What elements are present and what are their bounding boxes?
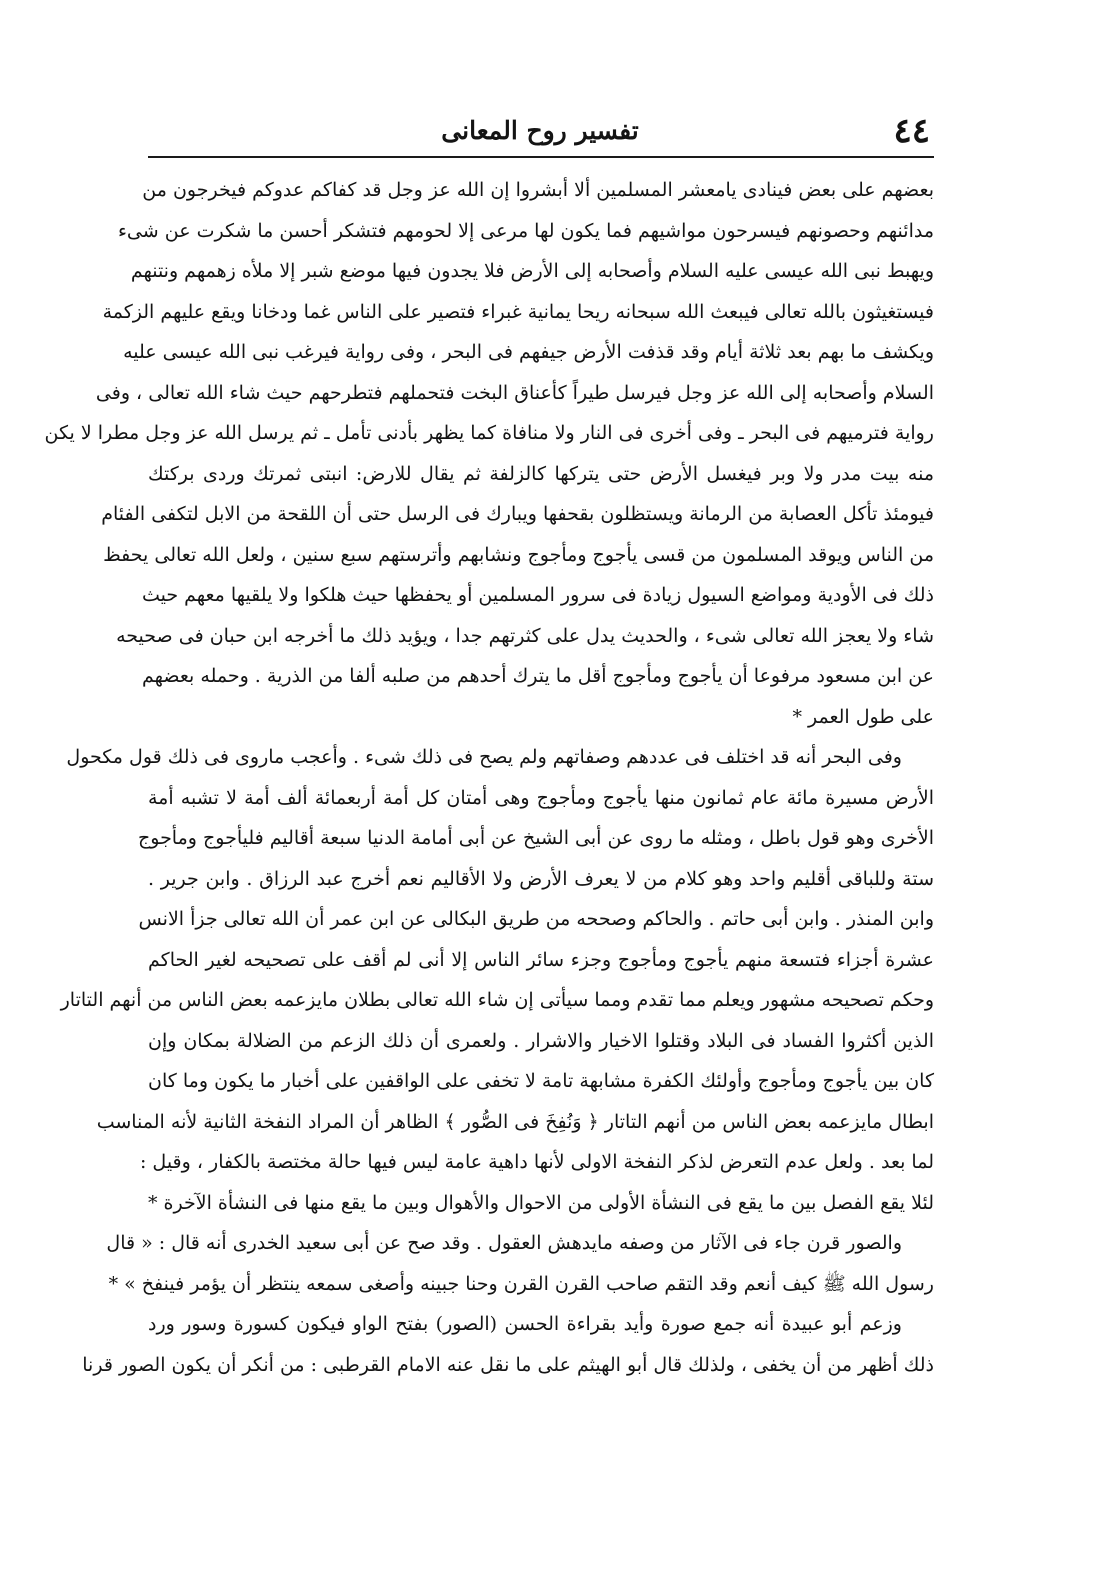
text-line: منه بيت مدر ولا وبر فيغسل الأرض حتى يتركها كالزلفة ثم يقال للارض: انبتى ثمرتك وردى بركتك (148, 462, 934, 485)
text-line: مدائنهم وحصونهم فيسرحون مواشيهم فما يكون لها مرعى إلا لحومهم فتشكر أحسن ما شكرت عن شىء (118, 219, 934, 242)
paragraph-start-line: وفى البحر أنه قد اختلف فى عددهم وصفاتهم ولم يصح فى ذلك شىء . وأعجب ماروى فى ذلك قول مكحول (66, 746, 902, 768)
paragraph-start-line: وزعم أبو عبيدة أنه جمع صورة وأيد بقراءة الحسن (الصور) بفتح الواو فيكون كسورة وسور ورد (148, 1313, 902, 1335)
text-line: لما بعد . ولعل عدم التعرض لذكر النفخة الاولى لأنها داهية عامة ليس فيها حالة مختصة بالكفار ، وقيل : (139, 1151, 934, 1173)
text-line: من الناس ويوقد المسلمون من قسى يأجوج ومأجوج ونشابهم وأترستهم سبع سنين ، ولعل الله تعالى يحفظ (103, 543, 934, 566)
text-line: الأرض مسيرة مائة عام ثمانون منها يأجوج ومأجوج وهى أمتان كل أمة أربعمائة ألف أمة لا تشبه أمة (148, 786, 934, 809)
text-line: لئلا يقع الفصل بين ما يقع فى النشأة الأولى من الاحوال والأهوال وبين ما يقع منها فى النشأة الآخرة * (148, 1191, 934, 1214)
header-rule (148, 156, 934, 158)
text-line: ابطال مايزعمه بعض الناس من أنهم التاتار ﴿ وَنُفِخَ فى الصُّور ﴾ الظاهر أن المراد النفخة الثانية لأنه المناسب (96, 1110, 934, 1133)
body-text (44, 170, 934, 1385)
text-line: وابن المنذر . وابن أبى حاتم . والحاكم وصححه من طريق البكالى عن ابن عمر أن الله تعالى جزأ الانس (138, 908, 934, 930)
text-line: عن ابن مسعود مرفوعا أن يأجوج ومأجوج أقل ما يترك أحدهم من صلبه ألفا من الذرية . وحمله بعضهم (142, 665, 934, 687)
text-line: فيومئذ تأكل العصابة من الرمانة ويستظلون بقحفها ويبارك فى الرسل حتى أن اللقحة من الابل لتكفى الفئام (101, 503, 934, 525)
paragraph-end-line: على طول العمر * (792, 705, 934, 728)
text-line: رسول الله ﷺ كيف أنعم وقد التقم صاحب القرن القرن وحنا جبينه وأصغى سمعه ينتظر أن يؤمر فينفخ » * (108, 1272, 934, 1295)
text-line: رواية فترميهم فى البحر ـ وفى أخرى فى النار ولا منافاة كما يظهر بأدنى تأمل ـ ثم يرسل الله عز وجل مطرا لا يكن (44, 422, 934, 444)
text-line: وحكم تصحيحه مشهور ويعلم مما تقدم ومما سيأتى إن شاء الله تعالى بطلان مايزعمه بعض الناس من أنهم التاتار (60, 989, 934, 1011)
text-line: ويكشف ما بهم بعد ثلاثة أيام وقد قذفت الأرض جيفهم فى البحر ، وفى رواية فيرغب نبى الله عيسى عليه (123, 341, 934, 363)
text-line: عشرة أجزاء فتسعة منهم يأجوج ومأجوج وجزء سائر الناس إلا أنى لم أقف على تصحيحه لغير الحاكم (148, 948, 934, 971)
text-line: الأخرى وهو قول باطل ، ومثله ما روى عن أبى الشيخ عن أبى أمامة الدنيا سبعة أقاليم فليأجوج ومأجوج (137, 827, 934, 849)
text-line: شاء ولا يعجز الله تعالى شىء ، والحديث يدل على كثرتهم جدا ، ويؤيد ذلك ما أخرجه ابن حبان فى صحيحه (116, 624, 934, 647)
text-line: الذين أكثروا الفساد فى البلاد وقتلوا الاخيار والاشرار . ولعمرى أن ذلك الزعم من الضلالة بمكان وإن (148, 1029, 934, 1052)
running-title: تفسير روح المعانى (441, 116, 639, 145)
paragraph-start-line: والصور قرن جاء فى الآثار من وصفه مايدهش العقول . وقد صح عن أبى سعيد الخدرى أنه قال : « قال (106, 1232, 902, 1254)
text-line: فيستغيثون بالله تعالى فيبعث الله سبحانه ريحا يمانية غبراء فتصير على الناس غما ودخانا ويقع عليهم الزكمة (102, 300, 934, 323)
page-header (150, 108, 930, 154)
page-number: ٤٤ (893, 111, 930, 151)
text-line: السلام وأصحابه إلى الله عز وجل فيرسل طيراً كأعناق البخت فتحملهم فتطرحهم حيث شاء الله تعالى ، وفى (95, 381, 934, 404)
text-line: ويهبط نبى الله عيسى عليه السلام وأصحابه إلى الأرض فلا يجدون فيها موضع شبر إلا ملأه زهمهم ونتنهم (130, 260, 934, 282)
text-line: ستة وللباقى أقليم واحد وهو كلام من لا يعرف الأرض ولا الأقاليم نعم أخرج عبد الرزاق . وابن جرير . (148, 867, 934, 890)
text-line: كان بين يأجوج ومأجوج وأولئك الكفرة مشابهة تامة لا تخفى على الواقفين على أخبار ما يكون وما كان (148, 1070, 934, 1092)
text-line: ذلك أظهر من أن يخفى ، ولذلك قال أبو الهيثم على ما نقل عنه الامام القرطبى : من أنكر أن يكون الصور قرنا (82, 1353, 934, 1376)
text-line: ذلك فى الأودية ومواضع السيول زيادة فى سرور المسلمين أو يحفظها حيث هلكوا ولا يلقيها معهم حيث (141, 584, 934, 606)
text-line: بعضهم على بعض فينادى يامعشر المسلمين ألا أبشروا إن الله عز وجل قد كفاكم عدوكم فيخرجون من (142, 179, 934, 201)
